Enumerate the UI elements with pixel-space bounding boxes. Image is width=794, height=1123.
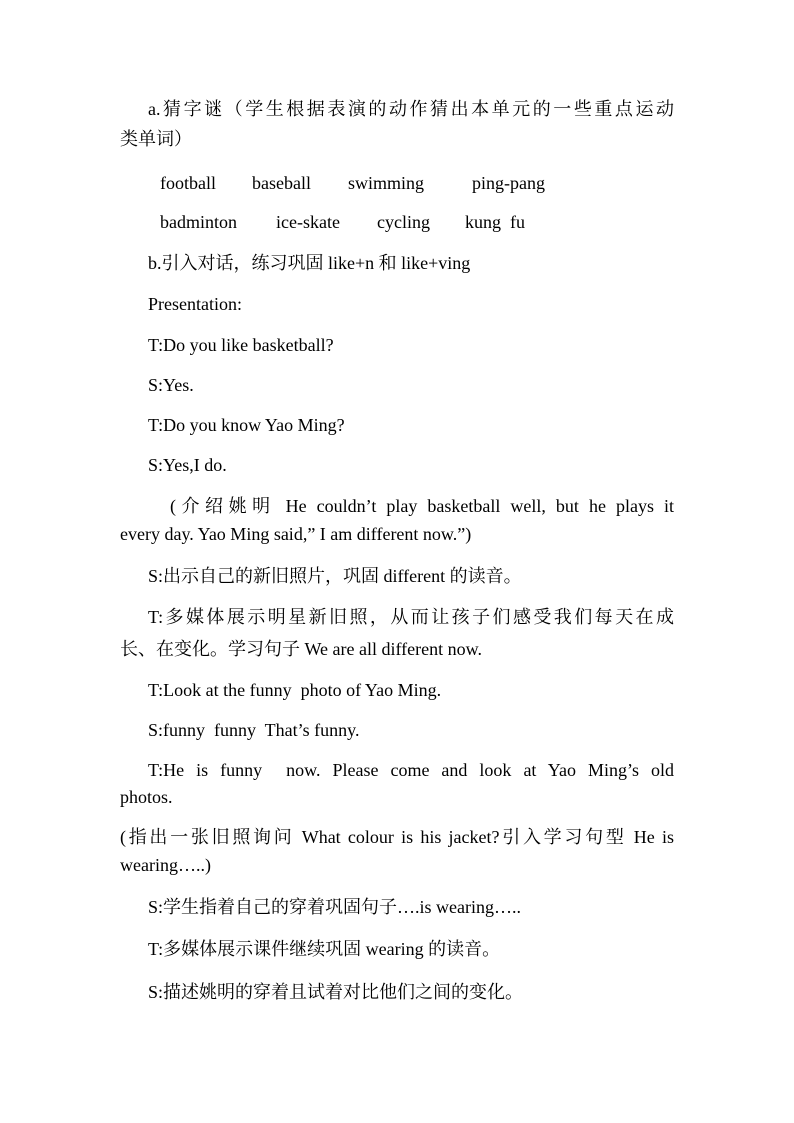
intro-a-line2: 类单词） <box>120 129 192 149</box>
dialogue-line: T:Do you like basketball? <box>148 335 334 355</box>
yao-intro-line2: every day. Yao Ming said,” I am different now.”) <box>120 524 472 544</box>
s-funny: S:funny funny That’s funny. <box>148 720 360 740</box>
t-look: T:Look at the funny photo of Yao Ming. <box>148 680 442 700</box>
t-media-line1: T:多媒体展示明星新旧照，从而让孩子们感受我们每天在成 <box>148 607 674 627</box>
t-he-line1: T:He is funny now. Please come and look at Yao Ming’s old <box>148 760 674 780</box>
vocab-football: football <box>160 173 216 193</box>
t-media2: T:多媒体展示课件继续巩固 wearing 的读音。 <box>148 939 501 959</box>
vocab-cycling: cycling <box>377 212 430 232</box>
vocab-ice-skate: ice-skate <box>276 212 340 232</box>
s-wearing: S:学生指着自己的穿着巩固句子….is wearing….. <box>148 897 521 917</box>
s-describe: S:描述姚明的穿着且试着对比他们之间的变化。 <box>148 982 524 1002</box>
vocab-kung-fu: kung fu <box>465 212 525 232</box>
t-he-line2: photos. <box>120 787 173 807</box>
vocab-ping-pang: ping-pang <box>472 173 545 193</box>
vocab-baseball: baseball <box>252 173 311 193</box>
presentation-label: Presentation: <box>148 294 242 314</box>
intro-a-line1: a.猜字谜（学生根据表演的动作猜出本单元的一些重点运动 <box>148 99 674 119</box>
point-line1: (指出一张旧照询问 What colour is his jacket?引入学习句型 He is <box>120 827 674 847</box>
dialogue-line: S:Yes. <box>148 375 194 395</box>
dialogue-line: S:Yes,I do. <box>148 455 227 475</box>
dialogue-line: T:Do you know Yao Ming? <box>148 415 345 435</box>
t-media-line2: 长、在变化。学习句子 We are all different now. <box>120 639 482 659</box>
intro-b: b.引入对话，练习巩固 like+n 和 like+ving <box>148 253 471 273</box>
vocab-badminton: badminton <box>160 212 237 232</box>
vocab-swimming: swimming <box>348 173 425 193</box>
point-line2: wearing…..) <box>120 855 211 875</box>
s-photos: S:出示自己的新旧照片，巩固 different 的读音。 <box>148 566 522 586</box>
yao-intro-line1: (介绍姚明 He couldn’t play basketball well, but he plays it <box>170 496 674 516</box>
